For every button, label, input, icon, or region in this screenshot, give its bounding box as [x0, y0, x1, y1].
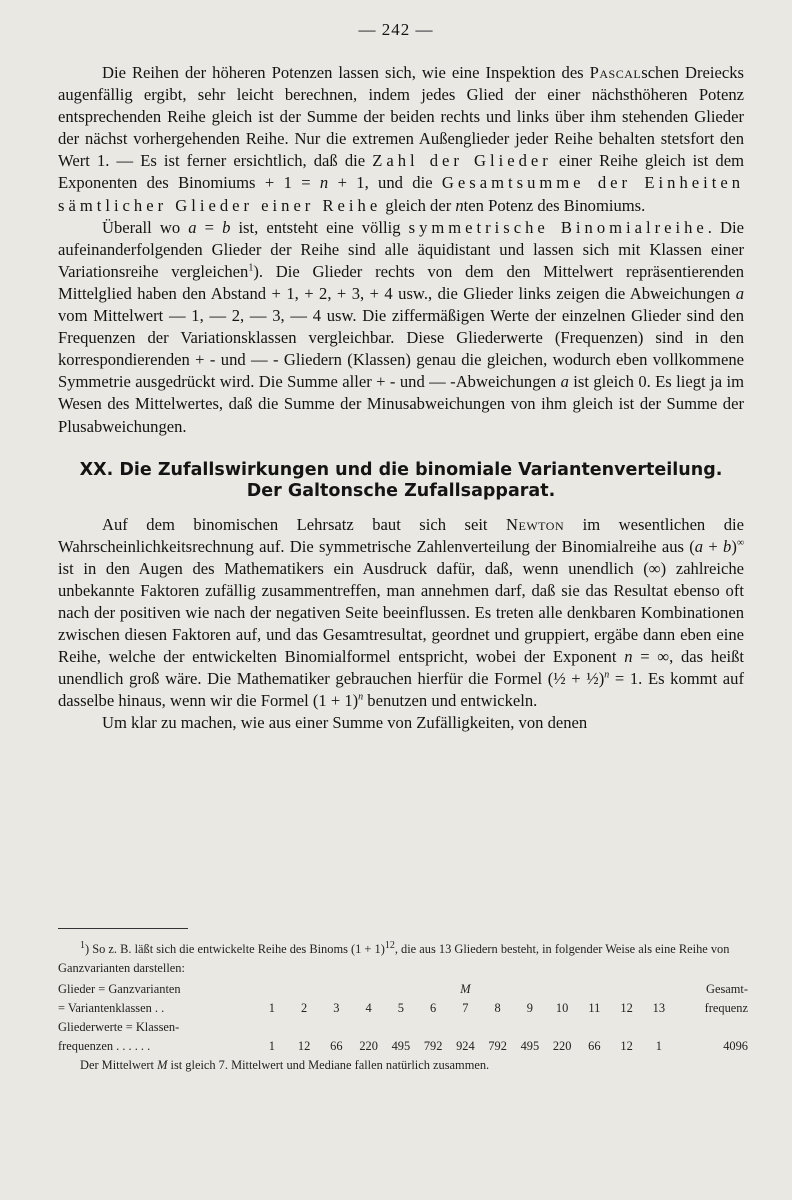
row-label: frequenzen . . . . . . [58, 1039, 151, 1053]
footnote-ref: 1 [248, 262, 254, 274]
table-row [58, 980, 748, 999]
paragraph-newton: Auf dem binomischen Lehrsatz baut sich seit Newton im wesentlichen die Wahrscheinlichkeitsrechnung auf. Die symmetrische Zahlenverteilung der Binomialreihe aus (a + b)∞ ist in den Augen des Mathematikers ein Ausdruck dafür, daß, wenn unendlich (∞) zahlreiche unbekannte Faktoren zufällig zusammentreffen, man annehmen darf, daß sie das Resultat ebenso oft nach der positiven wie nach der negativen Seite beeinflussen. Es treten alle denkbaren Kombinationen zwischen diesen Faktoren auf, und das Gesamtresultat, geordnet und gruppiert, ergäbe dann eben eine Reihe, welche der entwickelten Binomialformel entspricht, wobei der Exponent n = ∞, das heißt unendlich groß wäre. Die Mathematiker gebrauchen hierfür die Formel (½ + ½)$^n$ = 1. Es kommt auf dasselbe hinaus, wenn wir die Formel $(1 + 1)^n$ benutzen und entwickeln. [58, 514, 744, 711]
total-header-1: Gesamt- [706, 982, 748, 996]
section-heading [58, 460, 744, 502]
spaced-term: Zahl der Glieder [372, 151, 552, 171]
row-label: = Variantenklassen . . [58, 1001, 165, 1015]
name-newton: Newton [506, 514, 565, 534]
footnote-rule [58, 928, 188, 929]
table-row [58, 1018, 748, 1037]
row-label: Gliederwerte = Klassen- [58, 1020, 180, 1034]
paragraph-continuation: Um klar zu machen, wie aus einer Summe von Zufälligkeiten, von denen [102, 713, 588, 733]
page-number: — 242 — [358, 20, 434, 39]
spaced-term: Gesamtsumme der Einheiten sämtlicher Glieder einer Reihe [58, 173, 745, 215]
footnote-note: Der Mittelwert M ist gleich 7. Mittelwert und Mediane fallen natürlich zusammen. [80, 1058, 490, 1072]
table-row: = Variantenklassen . . 1 2 3 4 5 6 7 8 9 10 11 12 13 frequenz [58, 999, 748, 1018]
total-header-2: frequenz [704, 1001, 748, 1015]
spaced-term: symmetrische Binomialreihe [408, 217, 708, 237]
total-value: 4096 [723, 1039, 748, 1053]
footnote-table [58, 980, 748, 1056]
footnote [58, 940, 748, 1075]
footnote-text: $^1$) So z. B. läßt sich die entwickelte Reihe des Binoms $(1 + 1)^{12}$, die aus 13 Gliedern besteht, in folgender Weise als eine Reihe von Ganzvarianten darstellen: [58, 939, 730, 975]
main-text [58, 62, 744, 735]
heading-line-1: XX. Die Zufallswirkungen und die binomiale Variantenverteilung. [79, 459, 723, 480]
footnote-marker: 1 [80, 939, 85, 951]
paragraph-symmetric: Überall wo a = b ist, entsteht eine völlig symmetrische Binomialreihe. Die aufeinanderfolgenden Glieder der Reihe sind alle äquidistant und lassen sich mit Klassen einer Variationsreihe vergleichen$^1$). Die Glieder rechts von dem den Mittelwert repräsentierenden Mittelglied haben den Abstand + 1, + 2, + 3, + 4 usw., die Glieder links zeigen die Abweichungen a vom Mittelwert — 1, — 2, — 3, — 4 usw. Die ziffermäßigen Werte der einzelnen Glieder sind den Frequenzen der Variationsklassen vergleichbar. Diese Gliederwerte (Frequenzen) sind in den korrespondierenden + - und — - Gliedern (Klassen) genau die gleichen, wodurch eben vollkommene Symmetrie ausgedrückt wird. Die Summe aller + - und — -Abweichungen a ist gleich 0. Es liegt ja im Wesen des Mittelwertes, daß die Summe der Minusabweichungen von ihm gleich ist der Summe der Plusabweichungen. [58, 217, 744, 436]
paragraph-pascal: Die Reihen der höheren Potenzen lassen sich, wie eine Inspektion des Pascalschen Dreiecks augenfällig ergibt, sehr leicht berechnen, indem jedes Glied der einer nächsthöheren Potenz entsprechenden Reihe gleich ist der Summe der beiden rechts und links über ihm stehenden Glieder der nächst vorhergehenden Reihe. Nur die extremen Außenglieder jeder Reihe behalten stetsfort den Wert 1. — Es ist ferner ersichtlich, daß die Zahl der Glieder einer Reihe gleich ist dem Exponenten des Binomiums + 1 = n + 1, und die Gesamtsumme der Einheiten sämtlicher Glieder einer Reihe gleich der nten Potenz des Binomiums. [58, 63, 745, 215]
heading-line-2: Der Galtonsche Zufallsapparat. [246, 480, 556, 501]
table-row: frequenzen . . . . . . 1 12 66 220 495 792 924 792 495 220 66 12 1 4096 [58, 1037, 748, 1056]
mean-marker: M [460, 982, 471, 996]
row-label: Glieder = Ganzvarianten [58, 982, 181, 996]
name-pascal: Pascal [589, 63, 642, 82]
